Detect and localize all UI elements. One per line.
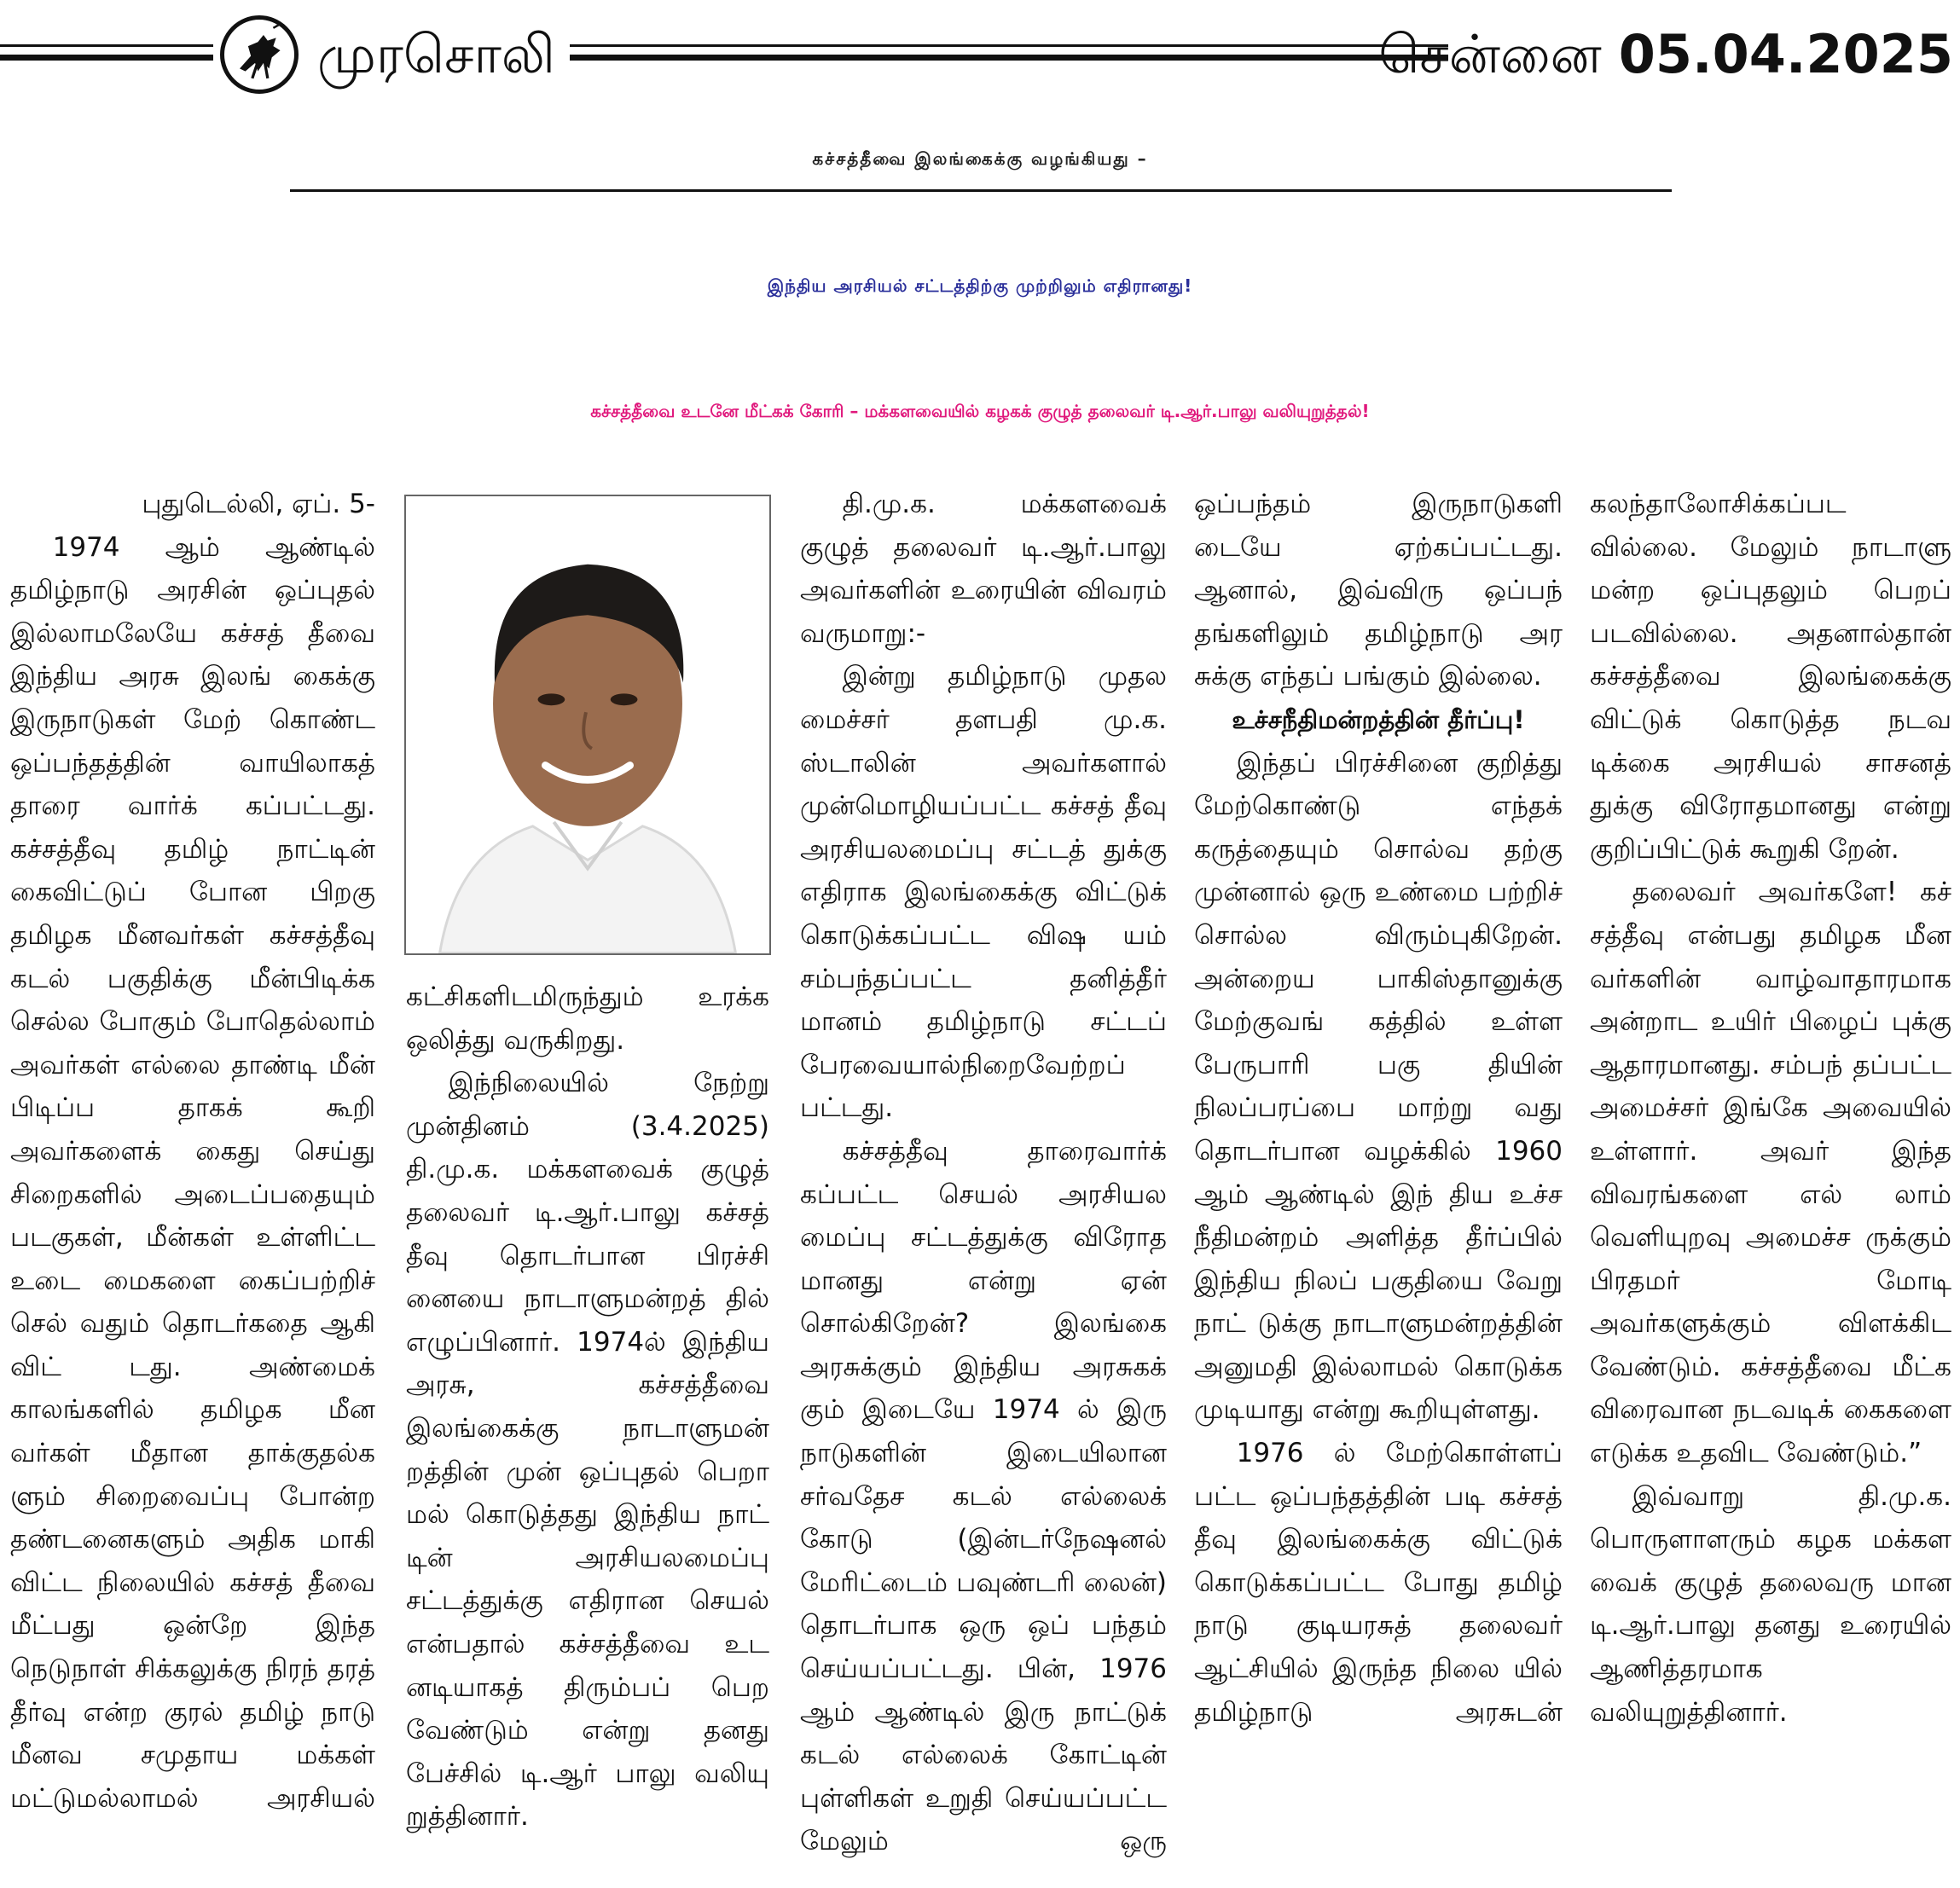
dateline [1378, 20, 1953, 89]
article-paragraph: இன்று தமிழ்நாடு முதல மைச்சர் தளபதி மு.க. ஸ்டாலின் அவர்களால் முன்மொழியப்பட்ட கச்சத் தீவு அரசியலமைப்பு சட்டத் துக்கு எதிராக இலங்கைக்கு விட்டுக் கொடுக்கப்பட்ட விஷ யம் சம்பந்தப்பட்ட தனித்தீர் மானம் தமிழ்நாடு சட்டப் பேரவையால்நிறைவேற்றப் பட்டது. [800, 661, 1167, 1124]
article-paragraph: கச்சத்தீவு தாரைவார்க் கப்பட்ட செயல் அரசியல மைப்பு சட்டத்துக்கு விரோத மானது என்று ஏன் சொல்கிறேன்? இலங்கை அரசுக்கும் இந்திய அரசுகக் கும் இடையே 1974 ல் இரு நாடுகளின் இடையிலான சர்வதேச கடல் எல்லைக் கோடு (இன்டர்நேஷனல் மேரிட்டைம் பவுண்டரி லைன்) தொடர்பாக ஒரு ஒப் பந்தம் செய்யப்பட்டது. பின், 1976 ஆம் ஆண்டில் இரு நாட்டுக் கடல் எல்லைக் கோட்டின் புள்ளிகள் உறுதி செய்யப்பட்ட மேலும் ஒரு [800, 1135, 1167, 1857]
masthead-rule-thick-2 [570, 55, 1448, 61]
section-subheading: உச்சநீதிமன்றத்தின் தீர்ப்பு! [1232, 704, 1525, 734]
article-paragraph: ஒப்பந்தம் இருநாடுகளி டையே ஏற்கப்பட்டது. ஆனால், இவ்விரு ஒப்பந் தங்களிலும் தமிழ்நாடு அர சுக்கு எந்தப் பங்கும் இல்லை. [1194, 489, 1563, 692]
article-paragraph: தலைவர் அவர்களே! கச் சத்தீவு என்பது தமிழக மீன வர்களின் வாழ்வாதாரமாக அன்றாட உயிர் பிழைப் புக்கு ஆதாரமானது. சம்பந் தப்பட்ட அமைச்சர் இங்கே அவையில் உள்ளார். அவர் இந்த விவரங்களை எல் லாம் வெளியுறவு அமைச்ச ருக்கும் பிரதமர் மோடி அவர்களுக்கும் விளக்கிட வேண்டும். கச்சத்தீவை மீட்க விரைவான நடவடிக் கைகளை எடுக்க உதவிட வேண்டும்.” [1590, 877, 1951, 1469]
article-paragraph: 1974 ஆம் ஆண்டில் தமிழ்நாடு அரசின் ஒப்புதல் இல்லாமலேயே கச்சத் தீவை இந்திய அரசு இலங் கைக்கு இருநாடுகள் மேற் கொண்ட ஒப்பந்தத்தின் வாயிலாகத் தாரை வார்க் கப்பட்டது. கச்சத்தீவு தமிழ் நாட்டின் கைவிட்டுப் போன பிறகு தமிழக மீனவர்கள் கச்சத்தீவு கடல் பகுதிக்கு மீன்பிடிக்க செல்ல போகும் போதெல்லாம் அவர்கள் எல்லை தாண்டி மீன் பிடிப்ப தாகக் கூறி அவர்களைக் கைது செய்து சிறைகளில் அடைப்பதையும் படகுகள், மீன்கள் உள்ளிட்ட உடை மைகளை கைப்பற்றிச் செல் வதும் தொடர்கதை ஆகி விட் டது. அண்மைக் காலங்களில் தமிழக மீன வர்கள் மீதான தாக்குதல்க ளும் சிறைவைப்பு போன்ற தண்டனைகளும் அதிக மாகி விட்ட நிலையில் கச்சத் தீவை மீட்பது ஒன்றே இந்த நெடுநாள் சிக்கலுக்கு நிரந் தரத் தீர்வு என்ற குரல் தமிழ் நாடு மீனவ சமுதாய மக்கள் மட்டுமல்லாமல் அரசியல் [10, 531, 375, 1814]
article-dateline: புதுடெல்லி, ஏப். 5- [142, 489, 375, 519]
article-paragraph: இந்தப் பிரச்சினை குறித்து மேற்கொண்டு எந்தக் கருத்தையும் சொல்வ தற்கு முன்னால் ஒரு உண்மை பற்றிச் சொல்ல விரும்புகிறேன். அன்றைய பாகிஸ்தானுக்கு மேற்குவங் கத்தில் உள்ள பேருபாரி பகு தியின் நிலப்பரப்பை மாற்று வது தொடர்பான வழக்கில் 1960 ஆம் ஆண்டில் இந் திய உச்ச நீதிமன்றம் அளித்த தீர்ப்பில் இந்திய நிலப் பகுதியை வேறு நாட் டுக்கு நாடாளுமன்றத்தின் அனுமதி இல்லாமல் கொடுக்க முடியாது என்று கூறியுள்ளது. [1194, 747, 1563, 1426]
article-column-4 [1194, 483, 1563, 1734]
portrait-photo-icon [406, 496, 769, 953]
main-headline: இந்திய அரசியல் சட்டத்திற்கு முற்றிலும் எதிரானது! [767, 275, 1193, 296]
newspaper-logo [220, 15, 299, 94]
sub-headline: கச்சத்தீவை உடனே மீட்கக் கோரி – மக்களவையில் கழகக் குழுத் தலைவர் டி.ஆர்.பாலு வலியுறுத்தல்! [590, 401, 1370, 421]
article-column-1 [10, 483, 375, 1820]
masthead-rule-thick [0, 55, 213, 61]
article-column-5 [1590, 483, 1951, 1734]
issue-date: 05.04.2025 [1618, 23, 1953, 85]
article-paragraph: தி.மு.க. மக்களவைக் குழுத் தலைவர் டி.ஆர்.பாலு அவர்களின் உரையின் விவரம் வருமாறு:- [800, 489, 1167, 649]
kicker-underline [290, 189, 1672, 192]
article-paragraph: கலந்தாலோசிக்கப்பட வில்லை. மேலும் நாடாளு மன்ற ஒப்புதலும் பெறப் படவில்லை. அதனால்தான் கச்சத்தீவை இலங்கைக்கு விட்டுக் கொடுத்த நடவ டிக்கை அரசியல் சாசனத் துக்கு விரோதமானது என்று குறிப்பிட்டுக் கூறுகி றேன். [1590, 489, 1951, 865]
newspaper-name: முரசொலி [317, 23, 555, 85]
masthead [0, 9, 1960, 102]
article-column-3 [800, 483, 1167, 1863]
kicker-headline: கச்சத்தீவை இலங்கைக்கு வழங்கியது – [812, 148, 1148, 169]
portrait-photo [404, 495, 771, 955]
city-name: சென்னை [1378, 23, 1602, 85]
article-paragraph: கட்சிகளிடமிருந்தும் உரக்க ஒலித்து வருகிறது. [406, 982, 769, 1056]
article-column-2 [406, 976, 769, 1839]
masthead-rule-thin [0, 44, 213, 47]
rooster-emblem-icon [224, 20, 294, 90]
article-paragraph: இவ்வாறு தி.மு.க. பொருளாளரும் கழக மக்கள வைக் குழுத் தலைவரு மான டி.ஆர்.பாலு தனது உரையில் ஆணித்தரமாக வலியுறுத்தினார். [1590, 1480, 1951, 1728]
article-paragraph: 1976 ல் மேற்கொள்ளப் பட்ட ஒப்பந்தத்தின் படி கச்சத் தீவு இலங்கைக்கு விட்டுக் கொடுக்கப்பட்ட போது தமிழ் நாடு குடியரசுத் தலைவர் ஆட்சியில் இருந்த நிலை யில் தமிழ்நாடு அரசுடன் [1194, 1438, 1563, 1728]
masthead-rule-thin-2 [570, 44, 1448, 47]
article-paragraph: இந்நிலையில் நேற்று முன்தினம் (3.4.2025) தி.மு.க. மக்களவைக் குழுத் தலைவர் டி.ஆர்.பாலு கச்சத் தீவு தொடர்பான பிரச்சி னையை நாடாளுமன்றத் தில் எழுப்பினார். 1974ல் இந்திய அரசு, கச்சத்தீவை இலங்கைக்கு நாடாளுமன் றத்தின் முன் ஒப்புதல் பெறா மல் கொடுத்தது இந்திய நாட் டின் அரசியலமைப்பு சட்டத்துக்கு எதிரான செயல் என்பதால் கச்சத்தீவை உட னடியாகத் திரும்பப் பெற வேண்டும் என்று தனது பேச்சில் டி.ஆர் பாலு வலியு றுத்தினார். [406, 1068, 769, 1833]
